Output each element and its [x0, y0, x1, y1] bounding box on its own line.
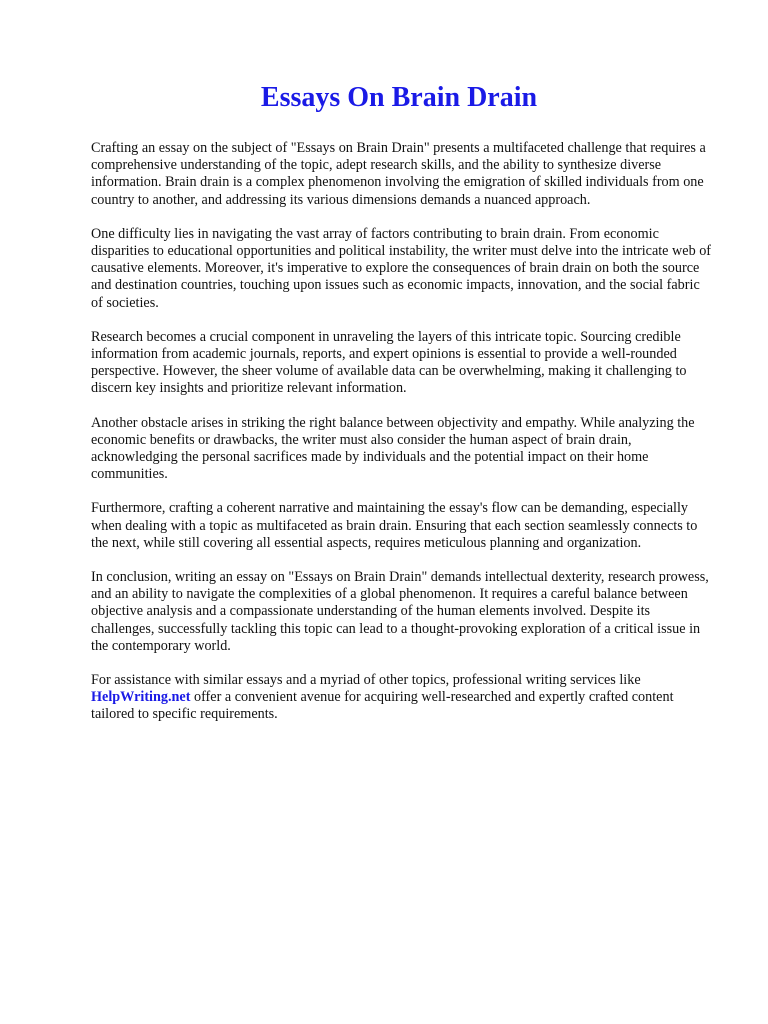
paragraph-5: Furthermore, crafting a coherent narrative and maintaining the essay's flow can be demanding, especially when dealing with a topic as multifaceted as brain drain. Ensuring that each section seamlessly connects to the next, while still covering all essential aspects, requires meticulous planning and organization. — [91, 500, 698, 551]
closing-text-after-link: offer a convenient avenue for acquiring well-researched and expertly crafted content tailored to specific requirements. — [91, 689, 674, 723]
paragraph-3: Research becomes a crucial component in unraveling the layers of this intricate topic. Sourcing credible information from academic journals, reports, and expert opinions is essential to provide a well-rounded perspective. However, the sheer volume of available data can be overwhelming, making it challenging to discern key insights and prioritize relevant information. — [91, 328, 687, 397]
closing-text-before-link: For assistance with similar essays and a myriad of other topics, professional writing services like — [91, 672, 641, 689]
closing-paragraph — [91, 672, 715, 724]
paragraph-6: In conclusion, writing an essay on "Essays on Brain Drain" demands intellectual dexterity, research prowess, and an ability to navigate the complexities of a global phenomenon. It requires a careful balance between objective analysis and a compassionate understanding of the human elements involved. Despite its challenges, successfully tackling this topic can lead to a thought-provoking exploration of a critical issue in the contemporary world. — [91, 569, 709, 654]
helpwriting-link[interactable]: HelpWriting.net — [91, 689, 191, 706]
paragraph-2: One difficulty lies in navigating the vast array of factors contributing to brain drain. From economic disparities to educational opportunities and political instability, the writer must delve into the intricate web of causative elements. Moreover, it's imperative to explore the consequences of brain drain on both the source and destination countries, touching upon issues such as economic impacts, innovation, and the social fabric of societies. — [91, 225, 712, 311]
paragraph-4: Another obstacle arises in striking the right balance between objectivity and empathy. While analyzing the economic benefits or drawbacks, the writer must also consider the human aspect of brain drain, acknowledging the personal sacrifices made by individuals and the potential impact on their home communities. — [91, 414, 695, 483]
document-title: Essays On Brain Drain — [260, 82, 538, 113]
paragraph-1: Crafting an essay on the subject of "Essays on Brain Drain" presents a multifaceted challenge that requires a comprehensive understanding of the topic, adept research skills, and the ability to synthesize diverse information. Brain drain is a complex phenomenon involving the emigration of skilled individuals from one country to another, and addressing its various dimensions demands a nuanced approach. — [91, 140, 706, 208]
